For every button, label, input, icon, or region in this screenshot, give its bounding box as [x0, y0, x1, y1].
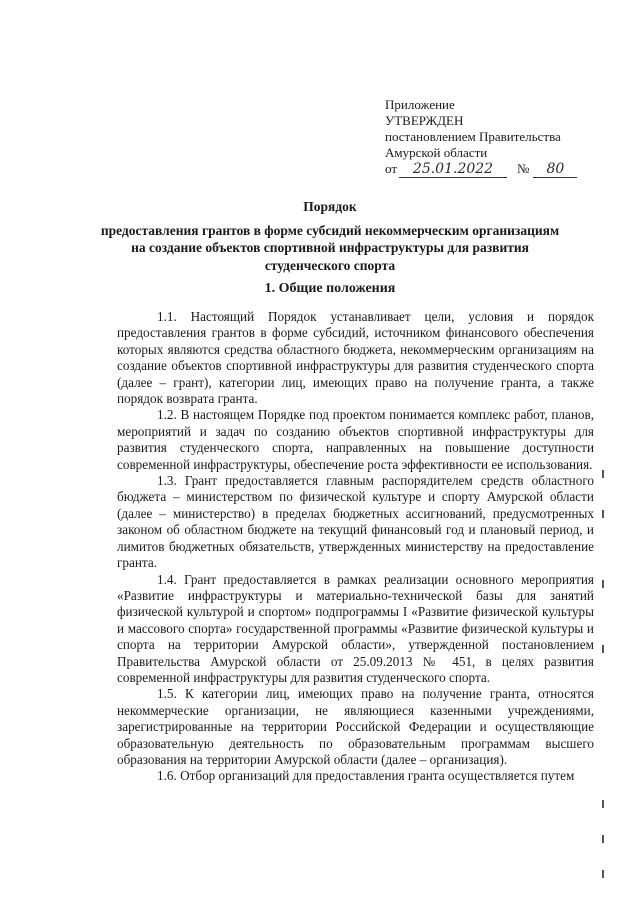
document-title	[100, 198, 560, 274]
handwritten-number: 80	[533, 161, 577, 178]
section-heading: 1. Общие положения	[264, 281, 396, 296]
document-body	[117, 309, 594, 785]
scan-mark	[602, 510, 604, 518]
title-line-2: предоставления грантов в форме субсидий некоммерческим организациям	[100, 222, 560, 238]
handwritten-date: 25.01.2022	[399, 161, 507, 178]
date-prefix: от	[385, 161, 398, 176]
paragraph-1-1: 1.1. Настоящий Порядок устанавливает цели, условия и порядок предоставления грантов в форме субсидий, источником финансового обеспечения которых являются средства областного бюджета, некоммерческим организациям на создание объектов спортивной инфраструктуры для развития студенческого спорта (далее – грант), категории лиц, имеющих право на получение гранта, а также порядок возврата гранта.	[117, 309, 594, 407]
approval-region-label: Амурской области	[385, 145, 488, 160]
title-line-3: на создание объектов спортивной инфраструктуры для развития	[131, 240, 529, 255]
paragraph-1-5: 1.5. К категории лиц, имеющих право на получение гранта, относятся некоммерческие организации, не являющиеся казенными учреждениями, зарегистрированные на территории Российской Федерации и осуществляющие образовательную деятельность по образовательным программам высшего образования на территории Амурской области (далее – организация).	[117, 686, 594, 767]
title-line-4: студенческого спорта	[264, 257, 396, 273]
approval-resolution-label: постановлением Правительства	[385, 129, 561, 144]
approval-date-line	[385, 161, 615, 178]
approval-appendix-label: Приложение	[385, 97, 455, 112]
paragraph-1-2: 1.2. В настоящем Порядке под проектом понимается комплекс работ, планов, мероприятий и задач по созданию объектов спортивной инфраструктуры для развития студенческого спорта, направленных на повышение доступности современной инфраструктуры, обеспечение роста эффективности ее использования.	[117, 407, 594, 472]
scan-mark	[602, 645, 604, 653]
scan-mark	[602, 470, 604, 478]
scan-mark	[602, 870, 604, 878]
scan-mark	[602, 580, 604, 588]
approval-approved-label: УТВЕРЖДЕН	[385, 113, 464, 128]
number-label: №	[517, 161, 530, 176]
paragraph-1-3: 1.3. Грант предоставляется главным распорядителем средств областного бюджета – министерством по физической культуре и спорту Амурской области (далее – министерство) в пределах бюджетных ассигнований, предусмотренных законом об областном бюджете на текущий финансовый год и плановый период, и лимитов бюджетных обязательств, утвержденных министерству на предоставление гранта.	[117, 473, 594, 571]
paragraph-1-4: 1.4. Грант предоставляется в рамках реализации основного мероприятия «Развитие инфраструктуры и материально-технической базы для занятий физической культурой и спортом» подпрограммы I «Развитие физической культуры и массового спорта» государственной программы «Развитие физической культуры и спорта на территории Амурской области», утвержденной постановлением Правительства Амурской области от 25.09.2013 № 451, в целях развития современной инфраструктуры для развития студенческого спорта.	[117, 571, 594, 685]
paragraph-1-6: 1.6. Отбор организаций для предоставления гранта осуществляется путем	[157, 768, 575, 784]
scan-margin-marks	[602, 470, 610, 890]
scan-mark	[602, 800, 604, 808]
title-line-1: Порядок	[303, 199, 357, 214]
scan-mark	[602, 835, 604, 843]
approval-stamp	[385, 97, 615, 178]
